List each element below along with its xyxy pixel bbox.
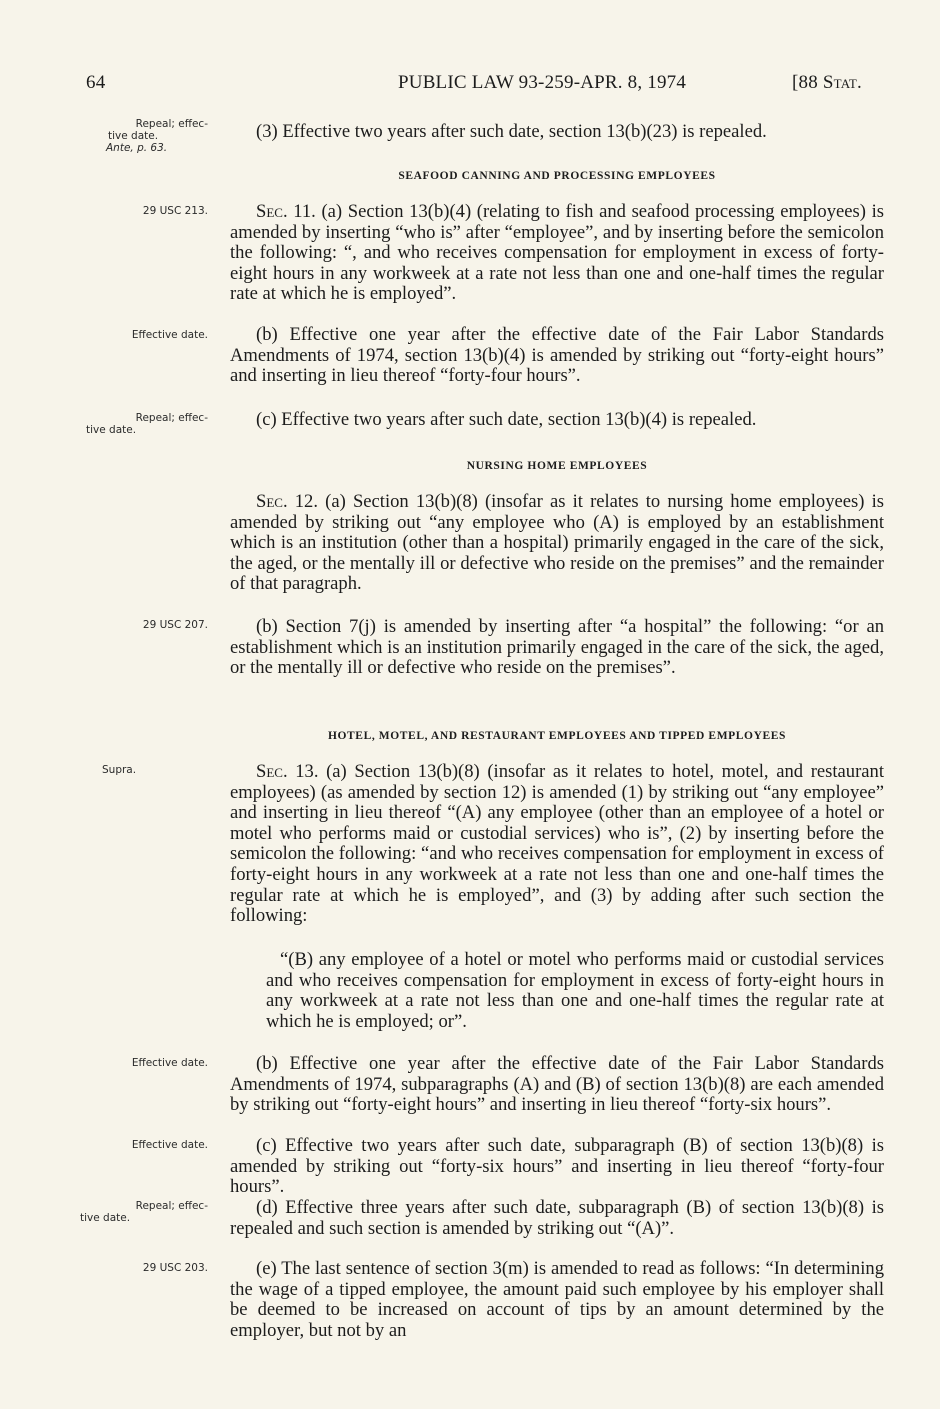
paragraph-text: (d) Effective three years after such date, subparagraph (B) of section 13(b)(8) is repealed and such section is amended by striking out “(A)”. xyxy=(230,1197,884,1239)
margin-note-line: tive date. xyxy=(108,130,159,142)
paragraph-text: (c) Effective two years after such date, section 13(b)(4) is repealed. xyxy=(256,409,757,430)
section-label: Sec. 11. xyxy=(256,201,316,222)
running-title: PUBLIC LAW 93-259-APR. 8, 1974 xyxy=(398,72,687,93)
margin-note-supra: Supra. xyxy=(102,764,137,776)
quoted-text: “(B) any employee of a hotel or motel who performs maid or custodial services and who receives compensation for employment in excess of forty-eight hours in any workweek at a rate not less than one and one-half times the regular rate at which he is employed; or”. xyxy=(266,949,884,1032)
paragraph-text: (b) Effective one year after the effective date of the Fair Labor Standards Amendments of 1974, subparagraphs (A) and (B) of section 13(b)(8) are each amended by striking out “forty-eight hours” and inserting in lieu thereof “forty-six hours”. xyxy=(230,1053,884,1116)
margin-note-repeal-2 xyxy=(74,412,208,436)
section-13-e xyxy=(230,1259,884,1341)
section-13-b xyxy=(230,1054,884,1116)
paragraph-text: (e) The last sentence of section 3(m) is amended to read as follows: “In determining the wage of a tipped employee, the amount paid such employee by his employer shall be deemed to be increased on account of tips by an amount determined by the employer, but not by an xyxy=(230,1258,884,1341)
paragraph-text: (a) Section 13(b)(8) (insofar as it relates to nursing home employees) is amended by striking out “any employee who (A) is employed by an establishment which is an institution (other than a hospital) primarily engaged in the care of the sick, the aged, or the mentally ill or defective who reside on the premises” and the remainder of that paragraph. xyxy=(230,491,884,595)
paragraph-text: (a) Section 13(b)(8) (insofar as it relates to hotel, motel, and restaurant employees) (as amended by section 12) is amended (1) by striking out “any employee” and inserting in lieu thereof “(A) any employee (other than an employee of a hotel or motel who performs maid or custodial services) who is”, (2) by inserting before the semicolon the following: “and who receives compensation for employment in excess of forty-eight hours in any workweek at a rate not less than one and one-half times the regular rate at which he is employed”, and (3) by adding after such section the following: xyxy=(230,761,884,927)
heading-hotel: HOTEL, MOTEL, AND RESTAURANT EMPLOYEES AND TIPPED EMPLOYEES xyxy=(327,730,787,742)
section-13-d xyxy=(230,1198,884,1239)
page-number: 64 xyxy=(86,72,106,93)
section-11-c xyxy=(230,410,884,431)
paragraph-text: (b) Section 7(j) is amended by inserting after “a hospital” the following: “or an establishment which is an institution primarily engaged in the care of the sick, the aged, or the mentally ill or defective who reside on the premises”. xyxy=(230,616,884,679)
margin-note-repeal-3 xyxy=(74,1200,208,1224)
margin-note-repeal-1 xyxy=(74,118,208,154)
margin-note-line: tive date. xyxy=(86,424,137,436)
section-12-a xyxy=(230,492,884,595)
paragraph-text: (b) Effective one year after the effective date of the Fair Labor Standards Amendments of 1974, section 13(b)(4) is amended by striking out “forty-eight hours” and inserting in lieu thereof “forty-four hours”. xyxy=(230,324,884,387)
section-label: Sec. 12. xyxy=(256,491,318,512)
margin-note-usc-203: 29 USC 203. xyxy=(142,1262,208,1274)
margin-note-effective-date-1: Effective date. xyxy=(131,329,208,341)
margin-note-line: Ante, p. 63. xyxy=(106,142,168,154)
paragraph-text: (c) Effective two years after such date, subparagraph (B) of section 13(b)(8) is amended by striking out “forty-six hours” and inserting in lieu thereof “forty-four hours”. xyxy=(230,1135,884,1198)
section-11-a xyxy=(230,202,884,305)
margin-note-effective-date-3: Effective date. xyxy=(131,1139,208,1151)
paragraph-text: (3) Effective two years after such date, section 13(b)(23) is repealed. xyxy=(256,121,767,142)
paragraph-text: (a) Section 13(b)(4) (relating to fish and seafood processing employees) is amended by inserting “who is” after “employee”, and by inserting before the semicolon the following: “, and who receives compensation for employment in excess of forty-eight hours in any workweek at a rate not less than one and one-half times the regular rate at which he is employed”. xyxy=(230,201,884,305)
section-label: Sec. 13. xyxy=(256,761,319,782)
section-13-a xyxy=(230,762,884,927)
section-13-c xyxy=(230,1136,884,1198)
section-12-b xyxy=(230,617,884,679)
section-11-b xyxy=(230,325,884,387)
section-13-a-quote xyxy=(266,950,884,1032)
margin-note-usc-213: 29 USC 213. xyxy=(142,205,208,217)
heading-nursing: NURSING HOME EMPLOYEES xyxy=(466,460,648,472)
statute-volume: [88 Stat. xyxy=(792,72,862,93)
margin-note-line: Repeal; effec- xyxy=(135,412,208,424)
margin-note-line: Repeal; effec- xyxy=(135,1200,208,1212)
margin-note-line: Repeal; effec- xyxy=(135,118,208,130)
margin-note-line: tive date. xyxy=(80,1212,131,1224)
heading-seafood: SEAFOOD CANNING AND PROCESSING EMPLOYEES xyxy=(398,170,716,182)
margin-note-effective-date-2: Effective date. xyxy=(131,1057,208,1069)
margin-note-usc-207: 29 USC 207. xyxy=(142,619,208,631)
paragraph-3-repeal xyxy=(230,122,884,143)
